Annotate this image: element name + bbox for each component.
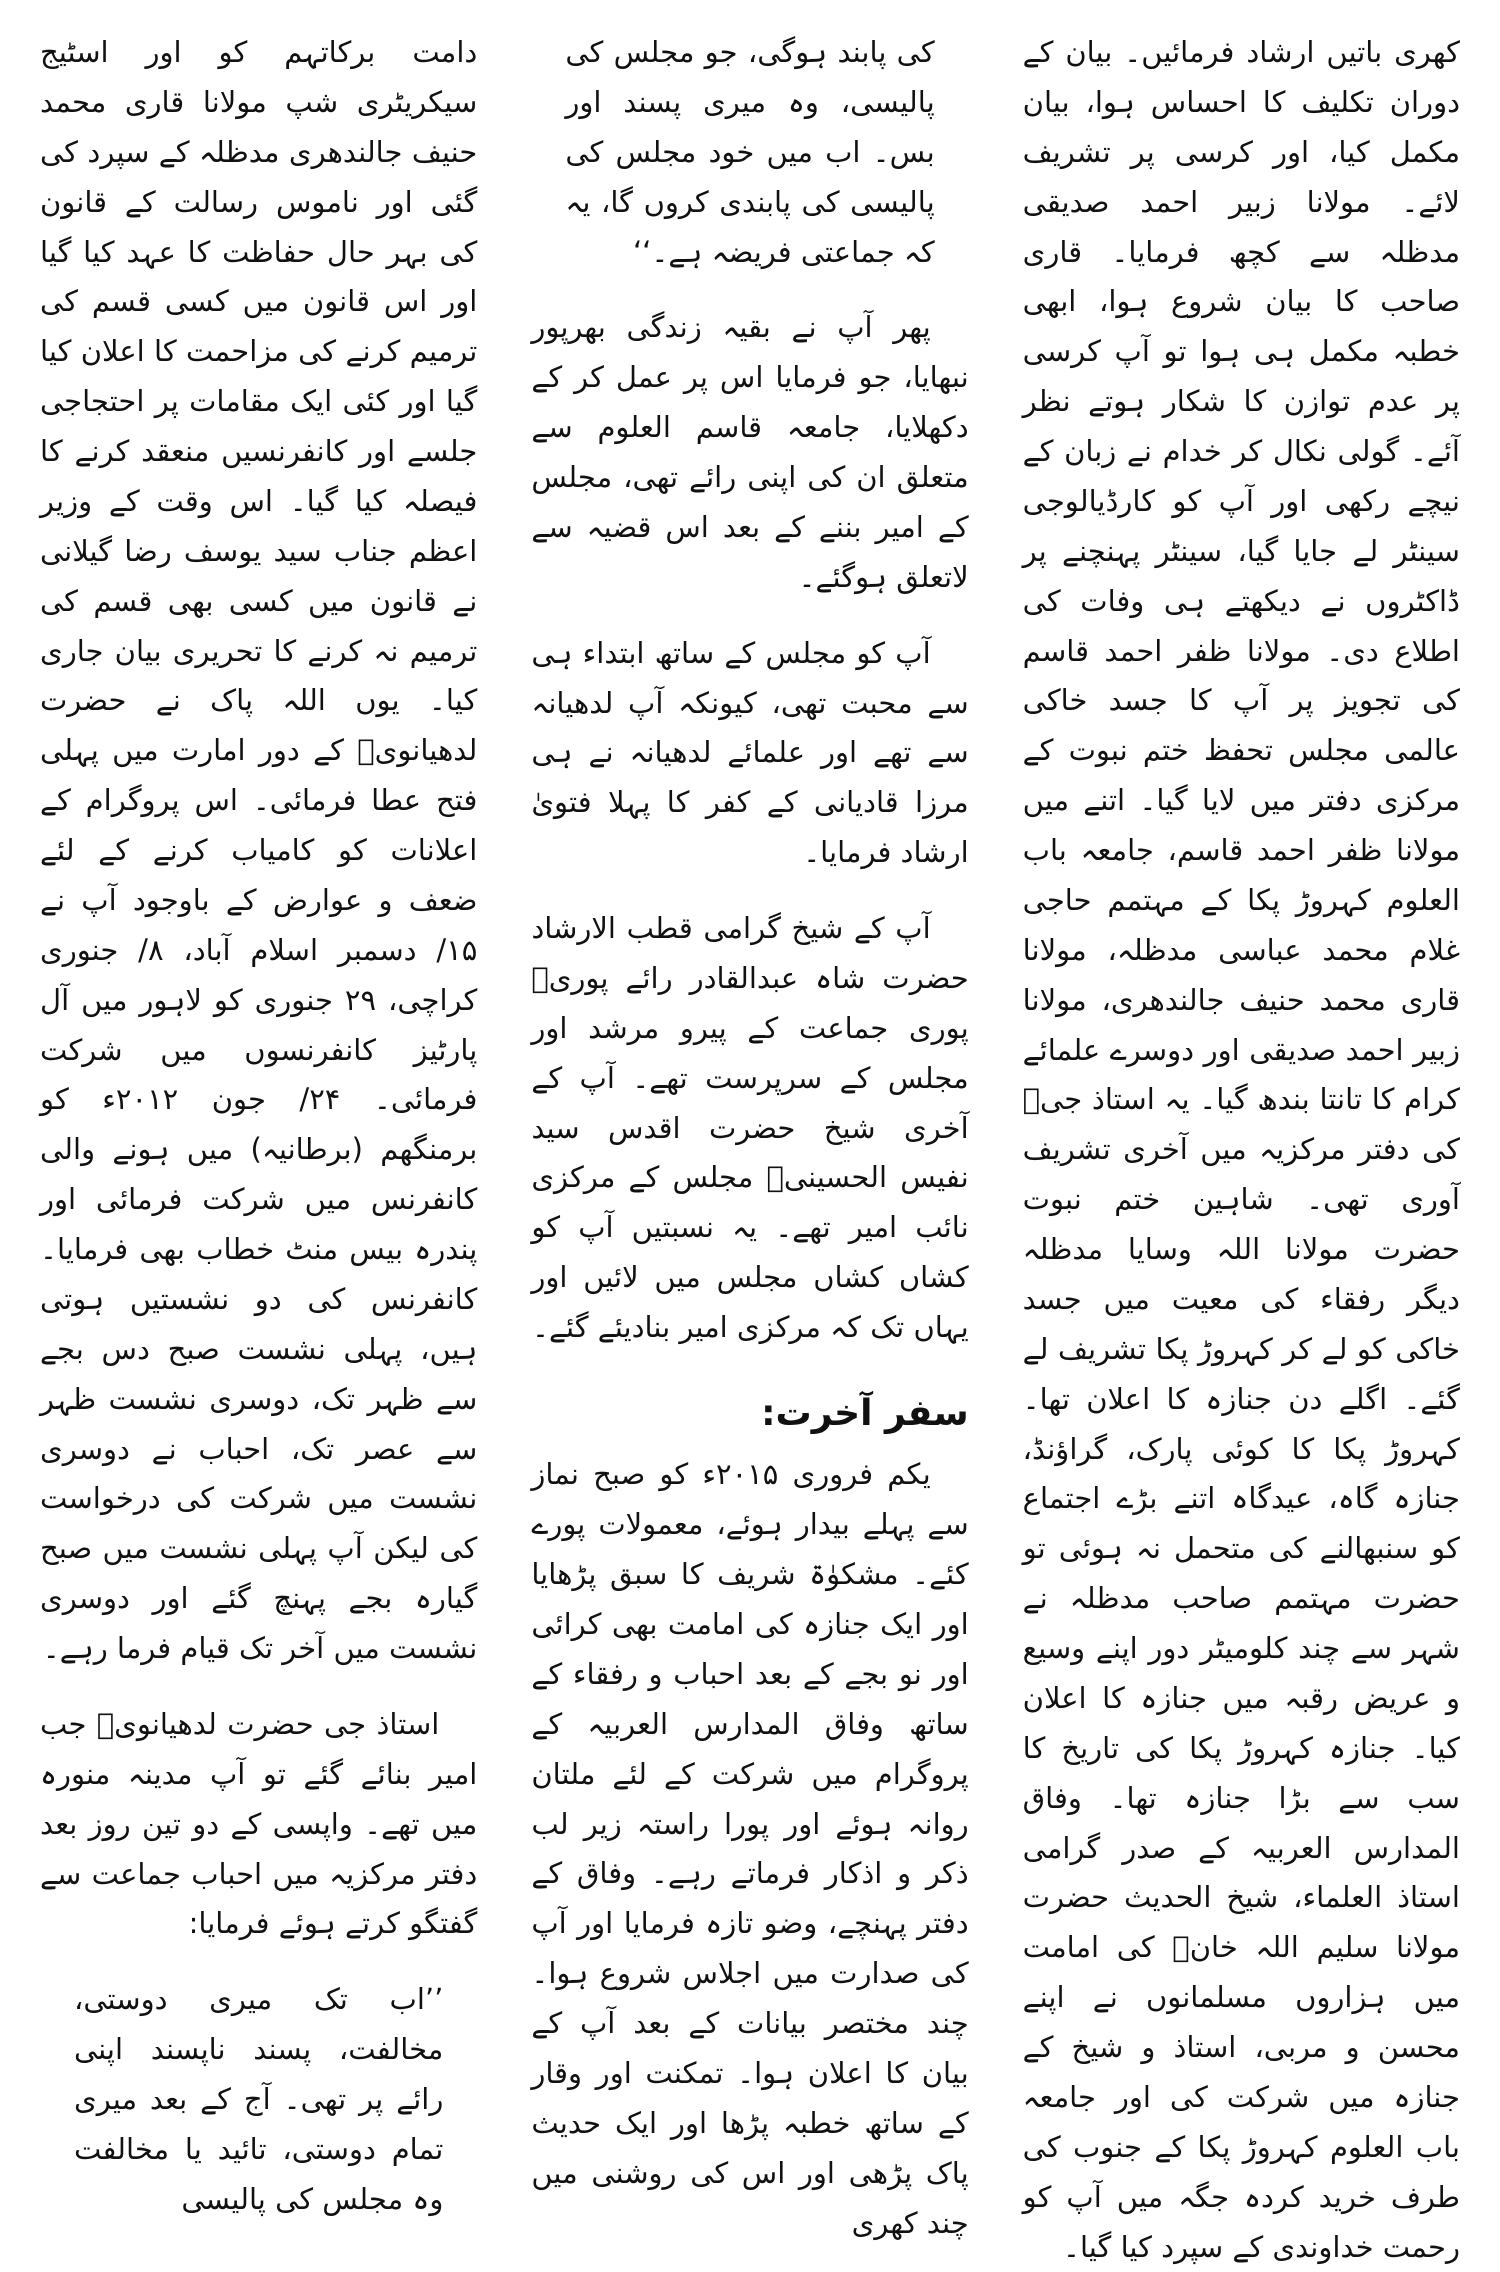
body-paragraph: یکم فروری ۲۰۱۵ء کو صبح نماز سے پہلے بیدار ہوئے، معمولات پورے کئے۔ مشکوٰۃ شریف کا سبق پڑھایا اور ایک جنازہ کی امامت بھی کرائی اور نو بجے کے بعد احباب و رفقاء کے ساتھ وفاق المدارس العربیہ کے پروگرام میں شرکت کے لئے ملتان روانہ ہوئے اور پورا راستہ زیر لب ذکر و اذکار فرماتے رہے۔ وفاق کے دفتر پہنچے، وضو تازہ فرمایا اور آپ کی صدارت میں اجلاس شروع ہوا۔ چند مختصر بیانات کے بعد آپ کے بیان کا اعلان ہوا۔ تمکنت اور وقار کے ساتھ خطبہ پڑھا اور ایک حدیث پاک پڑھی اور اس کی روشنی میں چند کھری: [531, 1457, 969, 2240]
body-paragraph: استاذ جی حضرت لدھیانویؒ جب امیر بنائے گئے تو آپ مدینہ منورہ میں تھے۔ واپسی کے دو تین روز بعد دفتر مرکزیہ میں احباب جماعت سے گفتگو کرتے ہوئے فرمایا:: [40, 1706, 478, 1941]
body-paragraph: دامت برکاتہم کو اور اسٹیج سیکریٹری شپ مولانا قاری محمد حنیف جالندھری مدظلہ کے سپرد کی گئی اور ناموس رسالت کے قانون کی بہر حال حفاظت کا عہد کیا گیا اور اس قانون میں کسی قسم کی ترمیم کرنے کی مزاحمت کا اعلان کیا گیا اور کئی ایک مقامات پر احتجاجی جلسے اور کانفرنسیں منعقد کرنے کا فیصلہ کیا گیا۔ اس وقت کے وزیر اعظم جناب سید یوسف رضا گیلانی نے قانون میں کسی بھی قسم کی ترمیم نہ کرنے کا تحریری بیان جاری کیا۔ یوں اللہ پاک نے حضرت لدھیانویؒ کے دور امارت میں پہلی فتح عطا فرمائی۔ اس پروگرام کے اعلانات کو کامیاب کرنے کے لئے ضعف و عوارض کے باوجود آپ نے ۱۵/ دسمبر اسلام آباد، ۸/ جنوری کراچی، ۲۹ جنوری کو لاہور میں آل پارٹیز کانفرنسوں میں شرکت فرمائی۔ ۲۴/ جون ۲۰۱۲ء کو برمنگھم (برطانیہ) میں ہونے والی کانفرنس میں شرکت فرمائی اور پندرہ بیس منٹ خطاب بھی فرمایا۔ کانفرنس کی دو نشستیں ہوتی ہیں، پہلی نشست صبح دس بجے سے ظہر تک، دوسری نشست ظہر سے عصر تک، احباب نے دوسری نشست میں شرکت کی درخواست کی لیکن آپ پہلی نشست میں صبح گیارہ بجے پہنچ گئے اور دوسری نشست میں آخر تک قیام فرما رہے۔: [40, 35, 478, 1665]
paragraph-spacer: [531, 878, 968, 904]
paragraph-spacer: [531, 277, 968, 303]
text-column-right: [40, 28, 478, 2216]
paragraph-spacer: [531, 1353, 968, 1379]
paragraph-spacer: [40, 1949, 477, 1975]
body-paragraph: آپ کے شیخ گرامی قطب الارشاد حضرت شاہ عبدالقادر رائے پوریؒ پوری جماعت کے پیرو مرشد اور مجلس کے سرپرست تھے۔ آپ کے آخری شیخ حضرت اقدس سید نفیس الحسینیؒ مجلس کے مرکزی نائب امیر تھے۔ یہ نسبتیں آپ کو کشاں کشاں مجلس میں لائیں اور یہاں تک کہ مرکزی امیر بنادیئے گئے۔: [531, 911, 969, 1344]
body-paragraph: آپ کو مجلس کے ساتھ ابتداء ہی سے محبت تھی، کیونکہ آپ لدھیانہ سے تھے اور علمائے لدھیانہ نے ہی مرزا قادیانی کے کفر کا پہلا فتویٰ ارشاد فرمایا۔: [531, 635, 969, 870]
paragraph-spacer: [531, 603, 968, 629]
body-paragraph: کھری باتیں ارشاد فرمائیں۔ بیان کے دوران تکلیف کا احساس ہوا، بیان مکمل کیا، اور کرسی پر تشریف لائے۔ مولانا زبیر احمد صدیقی مدظلہ سے کچھ فرمایا۔ قاری صاحب کا بیان شروع ہوا، ابھی خطبہ مکمل ہی ہوا تو آپ کرسی پر عدم توازن کا شکار ہوتے نظر آئے۔ گولی نکال کر خدام نے زبان کے نیچے رکھی اور آپ کو کارڈیالوجی سینٹر لے جایا گیا، سینٹر پہنچنے پر ڈاکٹروں نے دیکھتے ہی وفات کی اطلاع دی۔ مولانا ظفر احمد قاسم کی تجویز پر آپ کا جسد خاکی عالمی مجلس تحفظ ختم نبوت کے مرکزی دفتر میں لایا گیا۔ اتنے میں مولانا ظفر احمد قاسم، جامعہ باب العلوم کہروڑ پکا کے مہتمم حاجی غلام محمد عباسی مدظلہ، مولانا قاری محمد حنیف جالندھری، مولانا زبیر احمد صدیقی اور دوسرے علمائے کرام کا تانتا بندھ گیا۔ یہ استاذ جیؒ کی دفتر مرکزیہ میں آخری تشریف آوری تھی۔ شاہین ختم نبوت حضرت مولانا اللہ وسایا مدظلہ دیگر رفقاء کی معیت میں جسد خاکی کو لے کر کہروڑ پکا تشریف لے گئے۔ اگلے دن جنازہ کا اعلان تھا۔ کہروڑ پکا کا کوئی پارک، گراؤنڈ، جنازہ گاہ، عیدگاہ اتنے بڑے اجتماع کو سنبھالنے کی متحمل نہ ہوئی تو حضرت مہتمم صاحب مدظلہ نے شہر سے چند کلومیٹر دور اپنے وسیع و عریض رقبہ میں جنازہ کا اعلان کیا۔ جنازہ کہروڑ پکا کی تاریخ کا سب سے بڑا جنازہ تھا۔ وفاق المدارس العربیہ کے صدر گرامی استاذ العلماء، شیخ الحدیث حضرت مولانا سلیم اللہ خانؒ کی امامت میں ہزاروں مسلمانوں نے اپنے محسن و مربی، استاذ و شیخ کے جنازہ میں شرکت کی اور جامعہ باب العلوم کہروڑ پکا کے جنوب کی طرف خرید کردہ جگہ میں آپ کو رحمت خداوندی کے سپرد کیا گیا۔: [1022, 35, 1460, 2264]
text-column-middle: [531, 28, 969, 2240]
body-paragraph: پھر آپ نے بقیہ زندگی بھرپور نبھایا، جو فرمایا اس پر عمل کر کے دکھلایا، جامعہ قاسم العلوم سے متعلق ان کی اپنی رائے تھی، مجلس کے امیر بننے کے بعد اس قضیہ سے لاتعلق ہوگئے۔: [531, 310, 969, 594]
quotation-paragraph: کی پابند ہوگی، جو مجلس کی پالیسی، وہ میری پسند اور بس۔ اب میں خود مجلس کی پالیسی کی پابندی کروں گا، یہ کہ جماعتی فریضہ ہے۔‘‘: [565, 35, 935, 269]
paragraph-spacer: [40, 1674, 477, 1700]
section-heading: سفر آخرت:: [761, 1392, 969, 1434]
text-column-left: [1022, 28, 1460, 2264]
quotation-paragraph: ’’اب تک میری دوستی، مخالفت، پسند ناپسند اپنی رائے پر تھی۔ آج کے بعد میری تمام دوستی، تائید یا مخالفت وہ مجلس کی پالیسی: [74, 1982, 444, 2216]
